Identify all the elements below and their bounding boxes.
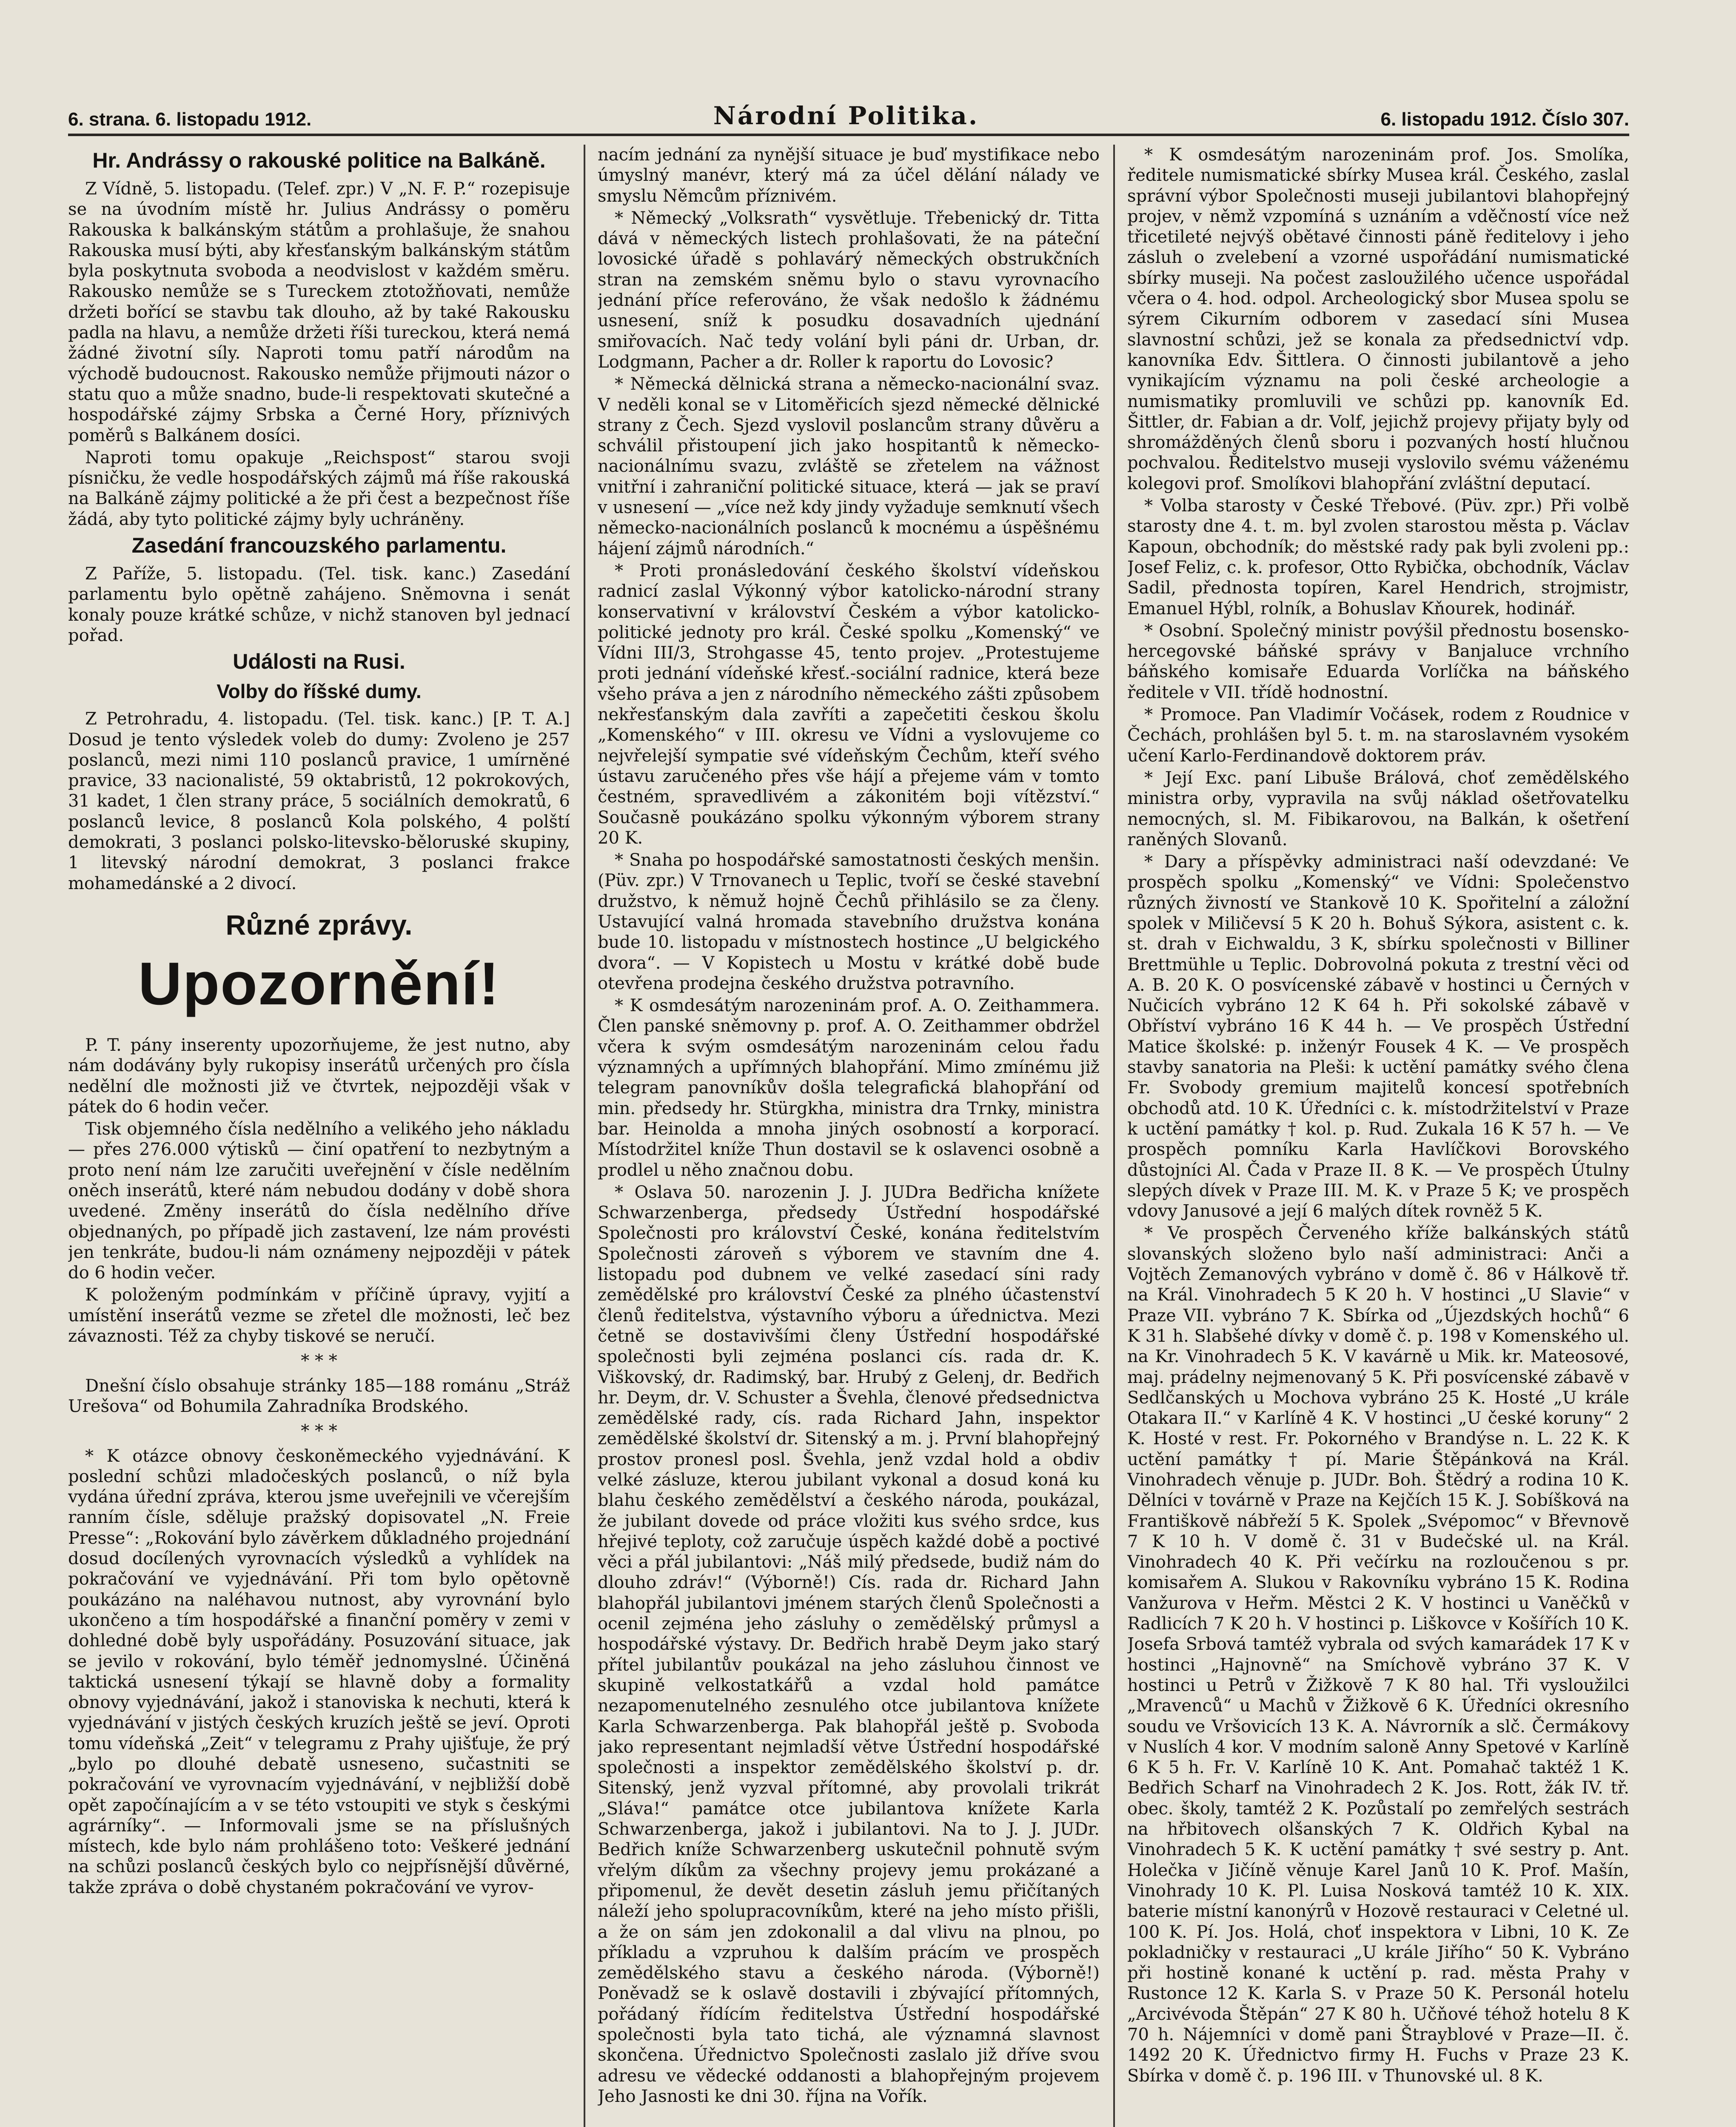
column-1: [68, 145, 570, 2127]
article-paragraph: * K osmdesátým narozeninám prof. A. O. Zeithammera. Člen panské sněmovny p. prof. A. O. Zeithammer obdržel včera k svým osmdesátým narozeninám celou řadu významných a upřímných blahopřání. Mimo zmínému již telegram panovníkův došla telegrafická blahopřání od min. předsedy hr. Stürgkha, ministra dra Trnky, ministra bar. Heinolda a mnoha jiných osobností a korporací. Místodržitel kníže Thun dostavil se k oslavenci osobně a prodlel u něho značnou dobu.: [598, 996, 1100, 1180]
notice-heading: Upozornění!: [138, 949, 500, 1018]
notice-paragraph: Dnešní číslo obsahuje stránky 185—188 románu „Stráž Urešova“ od Bohumila Zahradníka Brodského.: [68, 1376, 570, 1416]
newspaper-title: Národní Politika.: [713, 101, 979, 130]
article-paragraph: * Proti pronásledování českého školství vídeňskou radnicí zaslal Výkonný výbor katolicko-národní strany konservativní v království Českém a výbor katolicko-politické jednoty pro král. České spolku „Komenský“ ve Vídni III/3, Strohgasse 45, tento projev. „Protestujeme proti jednání vídeňské křesť.-sociální radnice, která beze všeho práva a jen z národního německého zášti způsobem nekřesťanským dala zavříti a zapečetiti českou školu „Komenského“ v III. okresu ve Vídni a vyslovujeme co nejvřelejší sympatie své vídeňským Čechům, kteří svého ústavu zaručeného přes vše hájí a přejeme vám v tomto čestném, spravedlivém a zákonitém boji vítězství.“ Současně poukázáno spolku výkonným výborem strany 20 K.: [598, 561, 1100, 848]
notice-paragraph: Tisk objemného čísla nedělního a velikého jeho nákladu — přes 276.000 výtisků — činí opatření to nezbytným a proto není nám lze zaručiti uveřejnění v čísle nedělním oněch inserátů, které nám nebudou dodány v době shora uvedené. Změny inserátů do čísla nedělního dříve objednaných, po případě jich zastavení, lze nám provésti jen tenkráte, budou-li nám oznámeny nejpozději v pátek do 6 hodin večer.: [68, 1119, 570, 1283]
separator-stars: * * *: [301, 1351, 337, 1371]
subheadline-duma: Volby do říšské dumy.: [217, 680, 422, 703]
issue-number: 6. listopadu 1912. Číslo 307.: [1380, 109, 1629, 130]
article-paragraph: * Její Exc. paní Libuše Brálová, choť zemědělského ministra orby, vypravila na svůj náklad ošetřovatelku nemocných, sl. M. Fibikarovou, na Balkán, k ošetření raněných Slovanů.: [1127, 768, 1629, 850]
article-paragraph: Naproti tomu opakuje „Reichspost“ starou svoji písničku, že vedle hospodářských zájmů má říše rakouská na Balkáně zájmy politické a že při čest a bezpečnost říše žádá, aby tyto politické zájmy byly uchráněny.: [68, 448, 570, 529]
headline-french-parliament: Zasedání francouzského parlamentu.: [131, 533, 507, 558]
separator-stars: * * *: [301, 1421, 337, 1441]
article-paragraph: Z Vídně, 5. listopadu. (Telef. zpr.) V „N. F. P.“ rozepisuje se na úvodním místě hr. Julius Andrássy o poměru Rakouska k balkánským státům a prohlašuje, že snahou Rakouska musí býti, aby křesťanským balkánským státům byla poskytnuta svoboda a neodvislost v každém směru. Rakousko nemůže se s Tureckem ztotožňovati, nemůže držeti bořící se stavbu tak dlouho, až by také Rakousku padla na hlavu, a nemůže držeti říši tureckou, která nemá žádné životní síly. Naproti tomu patří národům na východě budoucnost. Rakousko nemůže přijmouti názor o statu quo a může snadno, bude-li respektovati skutečné a hospodářské zájmy Srbska a Černé Hory, příznivých poměrů s Balkánem dosíci.: [68, 179, 570, 445]
article-paragraph: * Osobní. Společný ministr povýšil přednostu bosensko-hercegovské báňské správy v Banjaluce vrchního báňského komisaře Eduarda Vorlíčka na báňského ředitele v VII. třídě hodnostní.: [1127, 621, 1629, 702]
article-paragraph: * Dary a příspěvky administraci naší odevzdané: Ve prospěch spolku „Komenský“ ve Vídni: Společenstvo různých živností ve Stankově 10 K. Spořitelní a záložní spolek v Miličevsí 5 K 20 h. Bohuš Sýkora, asistent c. k. st. drah v Eichwaldu, 3 K, sbírku společnosti v Billiner Brettmühle u Teplic. Dobrovolná pokuta z trestní věci od A. B. 20 K. O posvícenské zábavě v hostinci u Černých v Nučicích vybráno 12 K 64 h. Při sokolské zábavě v Obříství vybráno 16 K 44 h. — Ve prospěch Ústřední Matice školské: p. inženýr Fousek 4 K. — Ve prospěch stavby sanatoria na Pleši: k uctění památky svého člena Fr. Svobody gremium majitelů koncesí spotřebních obchodů atd. 10 K. Úředníci c. k. místodržitelství v Praze k uctění památky † kol. p. Rud. Zukala 16 K 57 h. — Ve prospěch pomníku Karla Havlíčkovi Borovského důstojníci Al. Čada v Praze II. 8 K. — Ve prospěch Útulny slepých dívek v Praze III. M. K. v Praze 5 K; ve prospěch vdovy Janusové a její 6 malých dítek rovněž 5 K.: [1127, 852, 1629, 1221]
column-divider: [1113, 145, 1115, 2127]
article-paragraph: * Volba starosty v České Třebové. (Püv. zpr.) Při volbě starosty dne 4. t. m. byl zvolen starostou města p. Václav Kapoun, obchodník; do městské rady pak byli zvoleni pp.: Josef Feliz, c. k. profesor, Otto Rybička, obchodník, Václav Sadil, přednosta topíren, Karel Hendrich, strojmistr, Emanuel Hýbl, rolník, a Bohuslav Kňourek, hodinář.: [1127, 496, 1629, 619]
newspaper-page: [68, 89, 1629, 2127]
article-paragraph: * K osmdesátým narozeninám prof. Jos. Smolíka, ředitele numismatické sbírky Musea král. Českého, zaslal správní výbor Společnosti museji jubilantovi blahopřejný projev, v němž vzpomíná s uznáním a vděčností více než třicetileté nejvýš obětavé činnosti páně ředitelovy i jeho zásluh o zvelebení a vzorné uspořádání numismatické sbírky museji. Na počest zasloužilého učence uspořádal včera o 4. hod. odpol. Archeologický sbor Musea spolu se sýrem Cikurním odborem v zasedací síni Musea slavnostní schůzi, jež se konala za předsednictví vdp. kanovníka Edv. Šittlera. O činnosti jubilantově a jeho vynikajícím významu na poli české archeologie a numismatiky promluvili ve schůzi pp. kanovník Ed. Šittler, dr. Fabian a dr. Volf, jejichž projevy přijaty byly od shromážděných členů sboru i pozvaných hostí hlučnou pochvalou. Ředitelstvo museji vyslovilo svému váženému kolegovi prof. Smolíkovi blahopřání zvláštní deputací.: [1127, 145, 1629, 493]
masthead: [68, 89, 1629, 136]
article-paragraph: * Ve prospěch Červeného kříže balkánských států slovanských složeno bylo naší administraci: Anči a Vojtěch Zemanových vybráno v domě č. 86 v Hálkově tř. na Král. Vinohradech 5 K 20 h. V hostinci „U Slavie“ v Praze VII. vybráno 7 K. Sbírka od „Újezdských hochů“ 6 K 31 h. Slabšehé dívky v domě č. p. 198 v Komenského ul. na Kr. Vinohradech 5 K. V kavárně u Mik. kr. Mateosové, maj. prádelny nejmenovaný 5 K. Při posvícenské zábavě v Sedlčanských u Mochova vybráno 25 K. Hosté „U krále Otakara II.“ v Karlíně 4 K. V hostinci „U české koruny“ 2 K. Hosté v rest. Fr. Pokorného v Brandýse n. L. 22 K. K uctění památky † pí. Marie Štěpánková na Král. Vinohradech věnuje p. JUDr. Boh. Štědrý a rodina 10 K. Dělníci v továrně v Praze na Kejčích 15 K. J. Sobíšková na Františkově nábřeží 5 K. Spolek „Svépomoc“ v Břevnově 7 K 10 h. V domě č. 31 v Budečské ul. na Král. Vinohradech 40 K. Při večírku na rozloučenou s pr. komisařem A. Slukou v Rakovníku vybráno 15 K. Rodina Vanžurova v Heřm. Městci 2 K. V hostinci u Vaněčků v Radlicích 7 K 20 h. V hostinci p. Liškovce v Košířích 10 K. Josefa Srbová tamtéž vybrala od svých kamarádek 17 K v hostinci „Hajnovně“ na Smíchově vybráno 37 K. V hostinci u Petrů v Žižkově 7 K 80 hal. Tři vysloužilci „Mravenců“ u Machů v Žižkově 6 K. Úředníci okresního soudu ve Vršovicích 13 K. A. Návrorník a slč. Čermákovy v Nuslích 4 kor. V modním saloně Anny Spetové v Karlíně 6 K 5 h. Fr. V. Karlíně 10 K. Ant. Pomahač taktéž 1 K. Bedřich Scharf na Vinohradech 2 K. Jos. Rott, žák IV. tř. obec. školy, tamtéž 2 K. Pozůstalí po zemřelých sestrách na hřbitovech olšanských 7 K. Oldřich Kybal na Vinohradech 5 K. K uctění památky † své sestry p. Ant. Holečka v Jičíně věnuje Karel Janů 10 K. Prof. Mašín, Vinohrady 10 K. Pl. Luisa Nosková tamtéž 10 K. XIX. baterie místní kanonýrů v Hozově restauraci v Celetné ul. 100 K. Pí. Jos. Holá, choť inspektora v Libni, 10 K. Ze pokladničky v restauraci „U krále Jiřího“ 50 K. Vybráno při hostině konané k uctění p. rad. města Prahy v Rustonce 12 K. Karla S. v Praze 50 K. Personál hotelu „Arcivévoda Štěpán“ 27 K 80 h. Učňové téhož hotelu 8 K 70 h. Nájemníci v domě pani Štrayblové v Praze—II. č. 1492 20 K. Úřednictvo firmy H. Fuchs v Praze 23 K. Sbírka v domě č. p. 196 III. v Thunovské ul. 8 K.: [1127, 1223, 1629, 2086]
article-paragraph: Z Paříže, 5. listopadu. (Tel. tisk. kanc.) Zasedání parlamentu bylo opětně zahájeno. Sněmovna i senát konaly pouze krátké schůze, v nichž stanoven byl jednací pořad.: [68, 564, 570, 645]
article-paragraph: * Oslava 50. narozenin J. J. JUDra Bedřicha knížete Schwarzenberga, předsedy Ústřední hospodářské Společnosti pro království České, konána ředitelstvím Společnosti zároveň s výborem ve stavním dne 4. listopadu pod dubnem ve velké zasedací síni rady zemědělské pro království České za plného účastenství členů ředitelstva, výstavního výboru a úřednictva. Mezi četně se dostavivšími členy Ústřední hospodářské společnosti byli zejména poslanci cís. rada dr. K. Viškovský, dr. Radimský, bar. Hrubý z Gelenj, dr. Bedřich hr. Deym, dr. V. Schuster a Švehla, členové předsednictva zemědělské rady, cís. rada Richard Jahn, inspektor zemědělské školství dr. Sitenský a m. j. První blahopřejný prostov pronesl posl. Švehla, jenž vzdal hold a obdiv velké zásluze, kterou jubilant vykonal a dosud koná ku blahu českého zemědělství a českého národa, poukázal, že jubilant dovede od práce vložiti kus svého srdce, kus hřejivé teploty, což zaručuje úspěch každé době a poctivé věci a přál jubilantovi: „Náš milý předsede, budiž nám do dlouho zdráv!“ (Výborně!) Cís. rada dr. Richard Jahn blahopřál jubilantovi jménem starých členů Společnosti a ocenil zejména jeho zásluhy o zemědělský průmysl a hospodářské výstavy. Dr. Bedřich hrabě Deym jako starý přítel jubilantův poukázal na jeho zásluhou činnost ve skupině velkostatkářů a vzdal hold památce nezapomenutelného zesnulého otce jubilantova knížete Karla Schwarzenberga. Pak blahopřál ještě p. Svoboda jako representant nejmladší větve Ústřední hospodářské společnosti a inspektor zemědělského školství p. dr. Sitenský, jenž vyzval přítomné, aby provolali trikrát „Sláva!“ památce otce jubilantova knížete Karla Schwarzenberga, jakož i jubilantovi. Na to J. J. JUDr. Bedřich kníže Schwarzenberg uskutečnil pohnutě svým vřelým díkům za všechny projevy jemu prokázané a připomenul, že devět desetin zásluh jemu přičítaných náleží jeho spolupracovníkům, které na jeho místo přišli, a že on sám jen zdokonalil a dal vlivu na plnou, po příkladu a vzpruhou k dalším prácím ve prospěch zemědělského stavu a českého národa. (Výborně!) Poněvadž se k oslavě dostavili i zbývající přítomných, pořádaný řídícím ředitelstva Ústřední hospodářské společnosti byla tato tichá, ale významná slavnost skončena. Úřednictvo Společnosti zaslalo již dříve svou adresu ve vědecké oddanosti a blahopřejným projevem Jeho Jasnosti ke dni 30. října na Vořík.: [598, 1182, 1100, 2106]
column-3: [1127, 145, 1629, 2127]
article-paragraph: nacím jednání za nynější situace je buď mystifikace nebo úmyslný manévr, který má za účel dělání nálady ve smyslu Němcům příznivém.: [598, 145, 1100, 206]
article-paragraph: * K otázce obnovy českoněmeckého vyjednávání. K poslední schůzi mladočeských poslanců, o níž byla vydána úřední zpráva, kterou jsme uveřejnili ve včerejším ranním čísle, sděluje pražský dopisovatel „N. Freie Presse“: „Rokování bylo závěrkem důkladného projednání dosud docílených vyrovnacích výsledků a vyhlídek na pokračování ve vyjednávání. Při tom bylo opětovně poukázáno na naléhavou nutnost, aby vyrovnání bylo ukončeno a tím hospodářské a finanční poměry v zemi v dohledné době byly uspořádány. Posuzování situace, jak se jevilo v rokování, bylo téměř jednomyslné. Účiněná taktická usnesení týkají se hlavně doby a formality obnovy vyjednávání, jakož i stanoviska k nechuti, která k vyjednávání v jistých českých kruzích ještě se jeví. Oproti tomu vídeňská „Zeit“ v telegramu z Prahy ujišťuje, že prý „bylo po dlouhé debatě usneseno, sučastniti se pokračování ve vyrovnacím vyjednávání, v nejbližší době opět započínajícím a v se této vstoupiti ve styk s českými agrárníky“. — Informovali jsme se na příslušných místech, kde bylo nám prohlášeno toto: Veškeré jednání na schůzi poslanců českých bylo co nejpřísnější důvěrné, takže zpráva o době chystaném pokračování ve vyrov-: [68, 1446, 570, 1897]
article-paragraph: * Promoce. Pan Vladimír Vočásek, rodem z Roudnice v Čechách, prohlášen byl 5. t. m. na staroslavném vysokém učení Karlo-Ferdinandově doktorem práv.: [1127, 705, 1629, 766]
column-divider: [584, 145, 585, 2127]
headline-andrassy: Hr. Andrássy o rakouské politice na Balkáně.: [92, 148, 546, 172]
article-paragraph: Z Petrohradu, 4. listopadu. (Tel. tisk. kanc.) [P. T. A.] Dosud je tento výsledek voleb do dumy: Zvoleno je 257 poslanců, mezi nimi 110 poslanců pravice, 1 umírněné pravice, 33 nacionalisté, 59 oktabristů, 12 pokrokových, 31 kadet, 1 člen strany práce, 5 sociálních demokratů, 6 poslanců levice, 8 poslanců Kola polského, 4 polští demokrati, 3 poslanci polsko-litevsko-běloruské skupiny, 1 litevský národní demokrat, 3 poslanci frakce mohamedánské a 2 divocí.: [68, 709, 570, 893]
article-paragraph: * Německý „Volksrath“ vysvětluje. Třebenický dr. Titta dává v německých listech prohlašovati, že na páteční lovosické úřadě s pohlavárý německých obstrukčních stran na zemském sněmu bylo o stavu vyrovnacího jednání příce referováno, že však nedošlo k žádnému usnesení, sníž k posudku dosavadních ujednání smiřovacích. Nač tedy volání byli páni dr. Urban, dr. Lodgmann, Pacher a dr. Roller k raportu do Lovosic?: [598, 208, 1100, 372]
page-date-left: 6. strana. 6. listopadu 1912.: [68, 109, 312, 130]
notice-paragraph: K položeným podmínkám v příčině úpravy, vyjití a umístění inserátů vezme se zřetel dle možnosti, leč bez závaznosti. Též za chyby tiskové se neručí.: [68, 1285, 570, 1346]
article-paragraph: * Německá dělnická strana a německo-nacionální svaz. V neděli konal se v Litoměřicích sjezd německé dělnické strany z Čech. Sjezd vyslovil poslancům strany důvěru a schválil přistoupení jich jako hospitantů k německo-nacionálnímu svazu, zvláště se zřetelem na vážnost vnitřní i zahraniční politické situace, která — jak se praví v usnesení — „více než kdy jindy vyžaduje semknutí všech německo-nacionálních poslanců k mocnému a úspěšnému hájení zájmů národních.“: [598, 374, 1100, 559]
article-paragraph: * Snaha po hospodářské samostatnosti českých menšin. (Püv. zpr.) V Trnovanech u Teplic, tvoří se české stavební družstvo, k němuž hojně Čechů přihlásilo se za členy. Ustavující valná hromada stavebního družstva konána bude 10. listopadu v místnostech hostince „U belgického dvora“. — V Kopistech u Mostu v krátké době bude otevřena prodejna českého družstva potravního.: [598, 850, 1100, 993]
notice-paragraph: P. T. pány inserenty upozorňujeme, že jest nutno, aby nám dodávány byly rukopisy inserátů určených pro čísla nedělní dle možnosti již ve čtvrtek, nejpozději však v pátek do 6 hodin večer.: [68, 1035, 570, 1117]
section-heading-various-news: Různé zprávy.: [225, 909, 413, 941]
headline-russia: Události na Rusi.: [233, 650, 405, 674]
column-2: [598, 145, 1100, 2127]
